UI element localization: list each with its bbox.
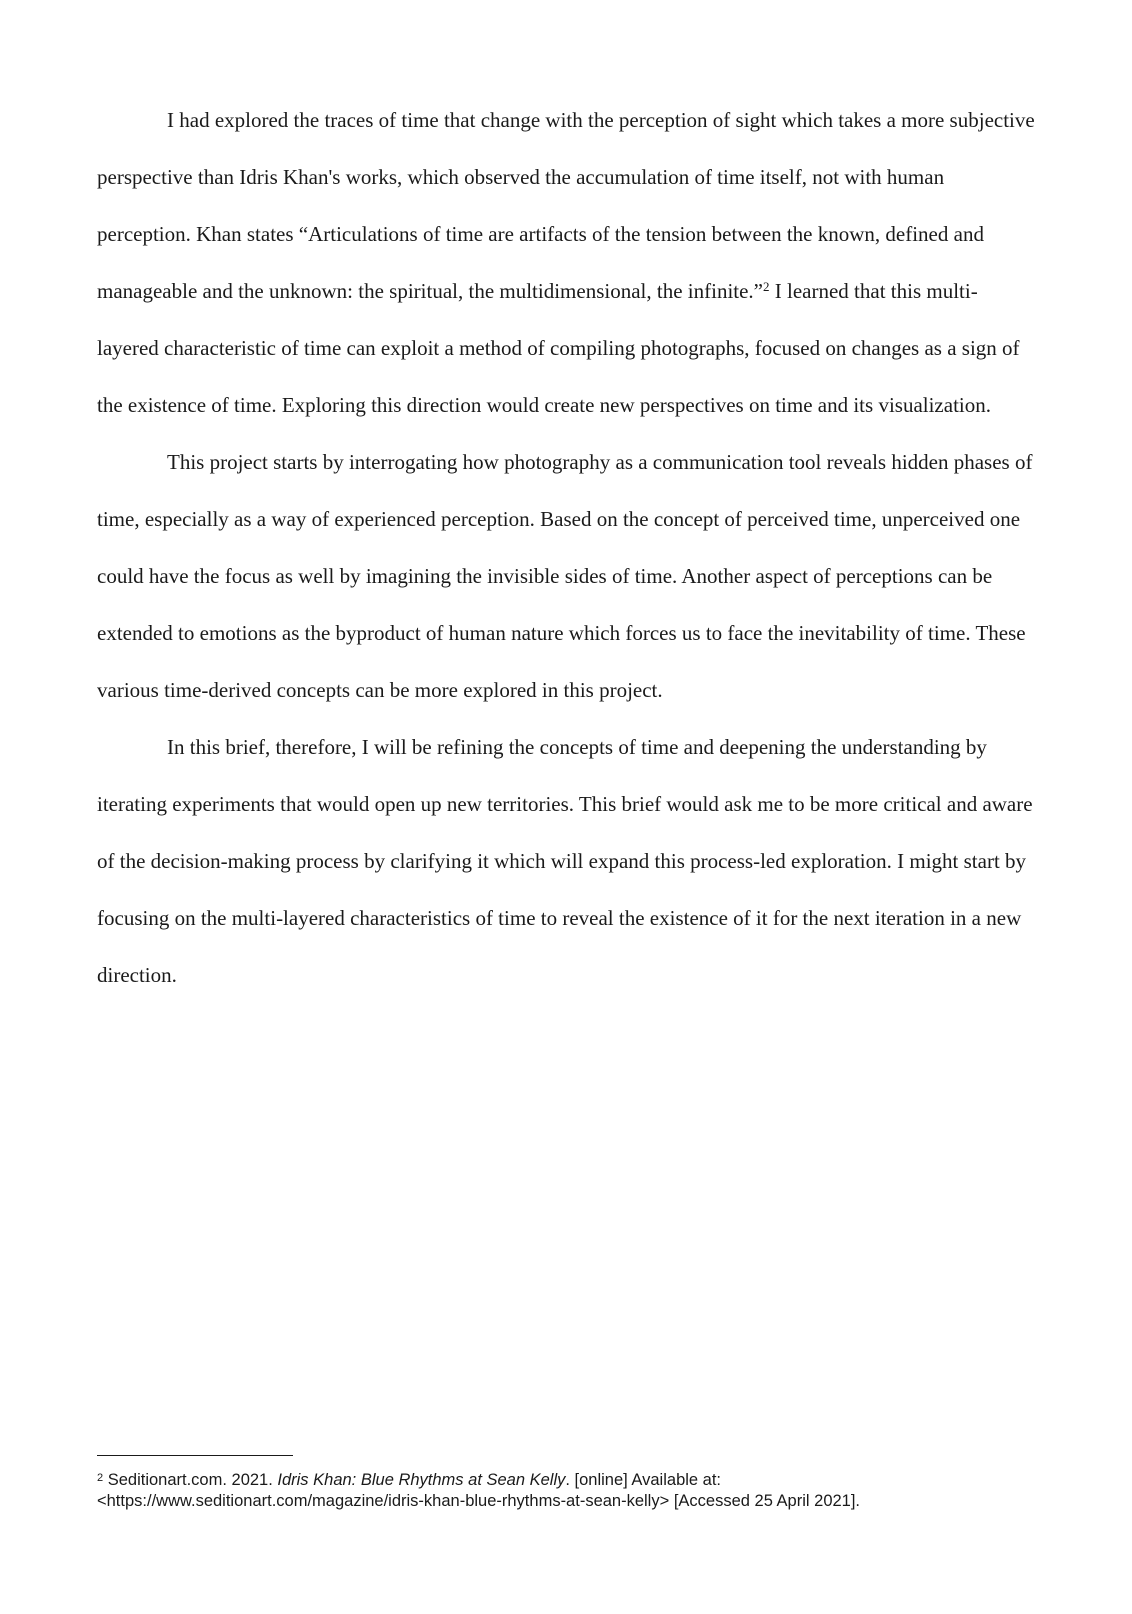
- footnote-title: Idris Khan: Blue Rhythms at Sean Kelly: [277, 1471, 566, 1489]
- footnote-separator: [97, 1455, 293, 1456]
- paragraph-3: In this brief, therefore, I will be refining the concepts of time and deepening the understanding by iterating experiments that would open up new territories. This brief would ask me to be more critical and aware of the decision-making process by clarifying it which will expand this process-led exploration. I might start by focusing on the multi-layered characteristics of time to reveal the existence of it for the next iteration in a new direction.: [97, 735, 1033, 987]
- footnote-reference[interactable]: 2: [763, 279, 770, 294]
- footnote-citation: . [online] Available at: <https://www.seditionart.com/magazine/idris-khan-blue-rhythms-at-sean-kelly> [Accessed 25 April 2021].: [97, 1471, 861, 1510]
- body-text: [97, 92, 1037, 1004]
- paragraph-1-text-continued: I learned that this multi-layered characteristic of time can exploit a method of compiling photographs, focused on changes as a sign of the existence of time. Exploring this direction would create new perspectives on time and its visualization.: [97, 279, 1020, 417]
- footnote-number: 2: [97, 1472, 104, 1484]
- paragraph-2: This project starts by interrogating how photography as a communication tool reveals hidden phases of time, especially as a way of experienced perception. Based on the concept of perceived time, unperceived one could have the focus as well by imagining the invisible sides of time. Another aspect of perceptions can be extended to emotions as the byproduct of human nature which forces us to face the inevitability of time. These various time-derived concepts can be more explored in this project.: [97, 450, 1033, 702]
- footnote: [97, 1470, 1037, 1512]
- footnote-source: Seditionart.com. 2021.: [103, 1471, 278, 1489]
- paragraph-1: [97, 92, 1037, 434]
- paragraph-1-text: I had explored the traces of time that change with the perception of sight which takes a more subjective perspective than Idris Khan's works, which observed the accumulation of time itself, not with human perception. Khan states “Articulations of time are artifacts of the tension between the known, defined and manageable and the unknown: the spiritual, the multidimensional, the infinite.”: [97, 108, 1035, 303]
